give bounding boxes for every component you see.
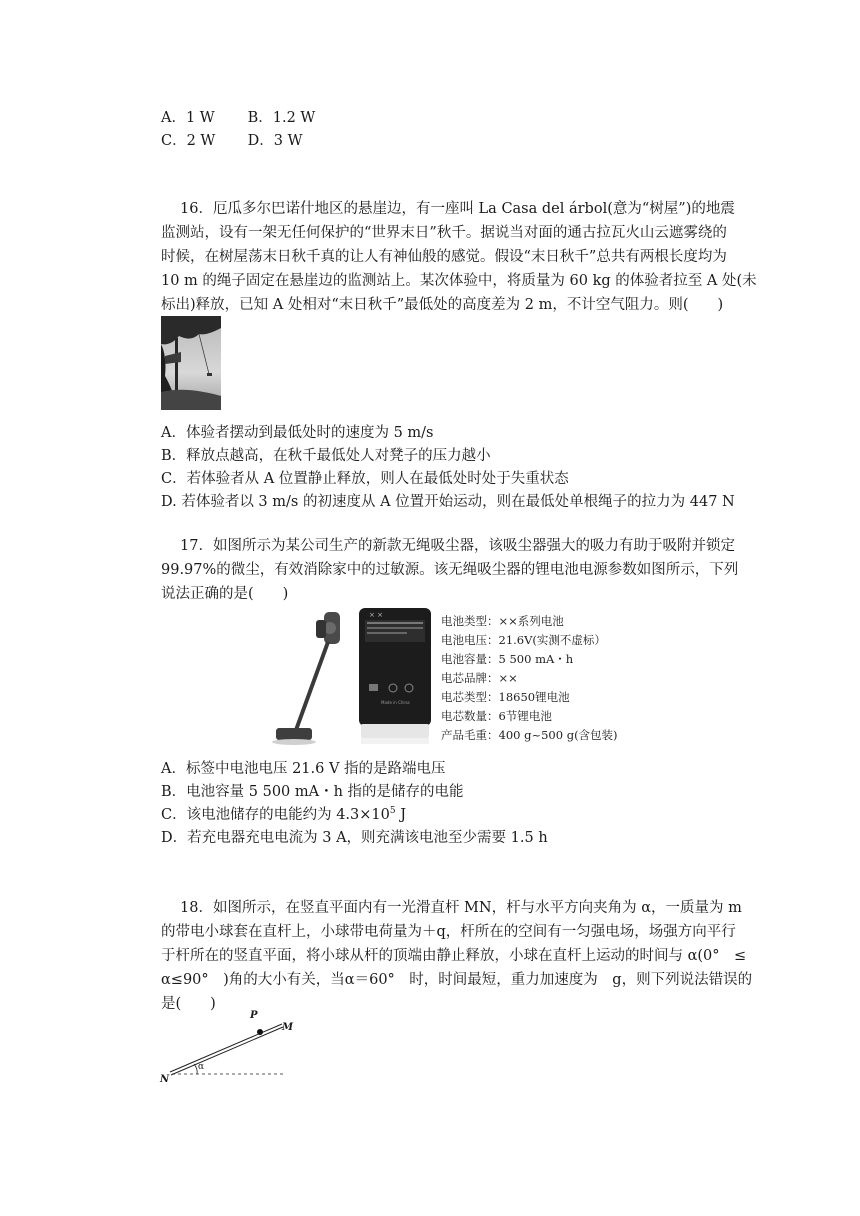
- spec-line: 电芯类型：18650锂电池: [441, 690, 570, 704]
- q18-line: 的带电小球套在直杆上，小球带电荷量为＋q，杆所在的空间有一匀强电场，场强方向平行: [161, 924, 736, 940]
- q18-line: 18．如图所示，在竖直平面内有一光滑直杆 MN，杆与水平方向夹角为 α，一质量为 m: [180, 900, 742, 916]
- q17-choice-a: A．标签中电池电压 21.6 V 指的是路端电压: [161, 761, 446, 777]
- q16-line: 16．厄瓜多尔巴诺什地区的悬崖边，有一座叫 La Casa del árbol(意为“树屋”)的地震: [180, 201, 735, 217]
- q17-line: 17．如图所示为某公司生产的新款无绳吸尘器，该吸尘器强大的吸力有助于吸附并锁定: [180, 538, 735, 554]
- q18-line: 于杆所在的竖直平面，将小球从杆的顶端由静止释放，小球在直杆上运动的时间与 α(0° ≤: [161, 948, 747, 964]
- q15-option-c: C．2 W: [161, 133, 216, 149]
- spec-line: 产品毛重：400 g~500 g(含包装): [441, 728, 618, 742]
- spec-line: 电池类型：××系列电池: [441, 614, 564, 628]
- q16-line: 10 m 的绳子固定在悬崖边的监测站上。某次体验中，将质量为 60 kg 的体验者拉至 A 处(未: [161, 273, 757, 289]
- battery-label-made-in: Made in China: [381, 700, 410, 705]
- rod-edge-1: [170, 1024, 282, 1072]
- q16-line: 标出)释放，已知 A 处相对“末日秋千”最低处的高度差为 2 m，不计空气阻力。则( ): [161, 297, 724, 313]
- q15-option-b: B．1.2 W: [247, 110, 316, 126]
- ball-p: [257, 1029, 263, 1035]
- rod-edge-2: [171, 1027, 283, 1075]
- battery-image: [357, 606, 433, 746]
- q17-choice-d: D．若充电器充电电流为 3 A，则充满该电池至少需要 1.5 h: [161, 830, 548, 846]
- q17-choice-c-text: C．该电池储存的电能约为 4.3×10: [161, 807, 390, 823]
- q17-line: 说法正确的是( ): [161, 586, 289, 602]
- q16-choice-c: C．若体验者从 A 位置静止释放，则人在最低处时处于失重状态: [161, 471, 569, 487]
- q16-choice-d: D. 若体验者以 3 m/s 的初速度从 A 位置开始运动，则在最低处单根绳子的拉力为 447 N: [161, 494, 735, 510]
- label-alpha: α: [198, 1062, 205, 1072]
- q15-option-a: A．1 W: [161, 110, 215, 126]
- q18-diagram: [150, 1008, 300, 1092]
- q16-photo: [161, 316, 221, 410]
- spec-line: 电芯品牌：××: [441, 671, 518, 685]
- q15-options-row1: [161, 106, 315, 127]
- q16-line: 监测站，设有一架无任何保护的“世界末日”秋千。据说当对面的通古拉瓦火山云遮雾绕的: [161, 225, 727, 241]
- angle-arc: [194, 1064, 197, 1074]
- q17-stem: [161, 534, 738, 606]
- battery-label-top: × ×: [369, 611, 383, 619]
- swing-photo-illustration: [161, 316, 221, 410]
- q17-choice-c-unit: J: [395, 807, 407, 823]
- rod-diagram: [150, 1008, 300, 1092]
- q15-options-row2: [161, 129, 302, 150]
- q17-choice-c: [161, 804, 406, 827]
- q16-choice-a: A．体验者摆动到最低处时的速度为 5 m/s: [161, 425, 434, 441]
- battery-icon: [357, 606, 433, 746]
- q15-option-d: D．3 W: [247, 133, 303, 149]
- q16-choice-b: B．释放点越高，在秋千最低处人对凳子的压力越小: [161, 448, 491, 464]
- label-p: P: [250, 1010, 258, 1021]
- spec-line: 电池容量：5 500 mA・h: [441, 652, 574, 666]
- vacuum-icon: [268, 606, 356, 746]
- battery-spec-list: [441, 612, 618, 745]
- label-m: M: [282, 1022, 294, 1033]
- q18-line: α≤90° )角的大小有关，当α＝60° 时，时间最短，重力加速度为 g，则下列说法错误的: [161, 972, 753, 988]
- spec-line: 电池电压：21.6V(实测不虚标）: [441, 633, 606, 647]
- q18-line: 是( ): [161, 996, 216, 1012]
- q18-stem: [161, 896, 752, 1016]
- q16-line: 时候，在树屋荡末日秋千真的让人有神仙般的感觉。假设“末日秋千”总共有两根长度均为: [161, 249, 727, 265]
- spec-line: 电芯数量：6节锂电池: [441, 709, 552, 723]
- q17-choice-c-exponent: 5: [389, 806, 396, 817]
- q17-choice-b: B．电池容量 5 500 mA・h 指的是储存的电能: [161, 784, 464, 800]
- vacuum-cleaner-image: [268, 606, 356, 746]
- q16-stem: [161, 197, 757, 317]
- q17-line: 99.97%的微尘，有效消除家中的过敏源。该无绳吸尘器的锂电池电源参数如图所示，下列: [161, 562, 739, 578]
- label-n: N: [160, 1074, 170, 1085]
